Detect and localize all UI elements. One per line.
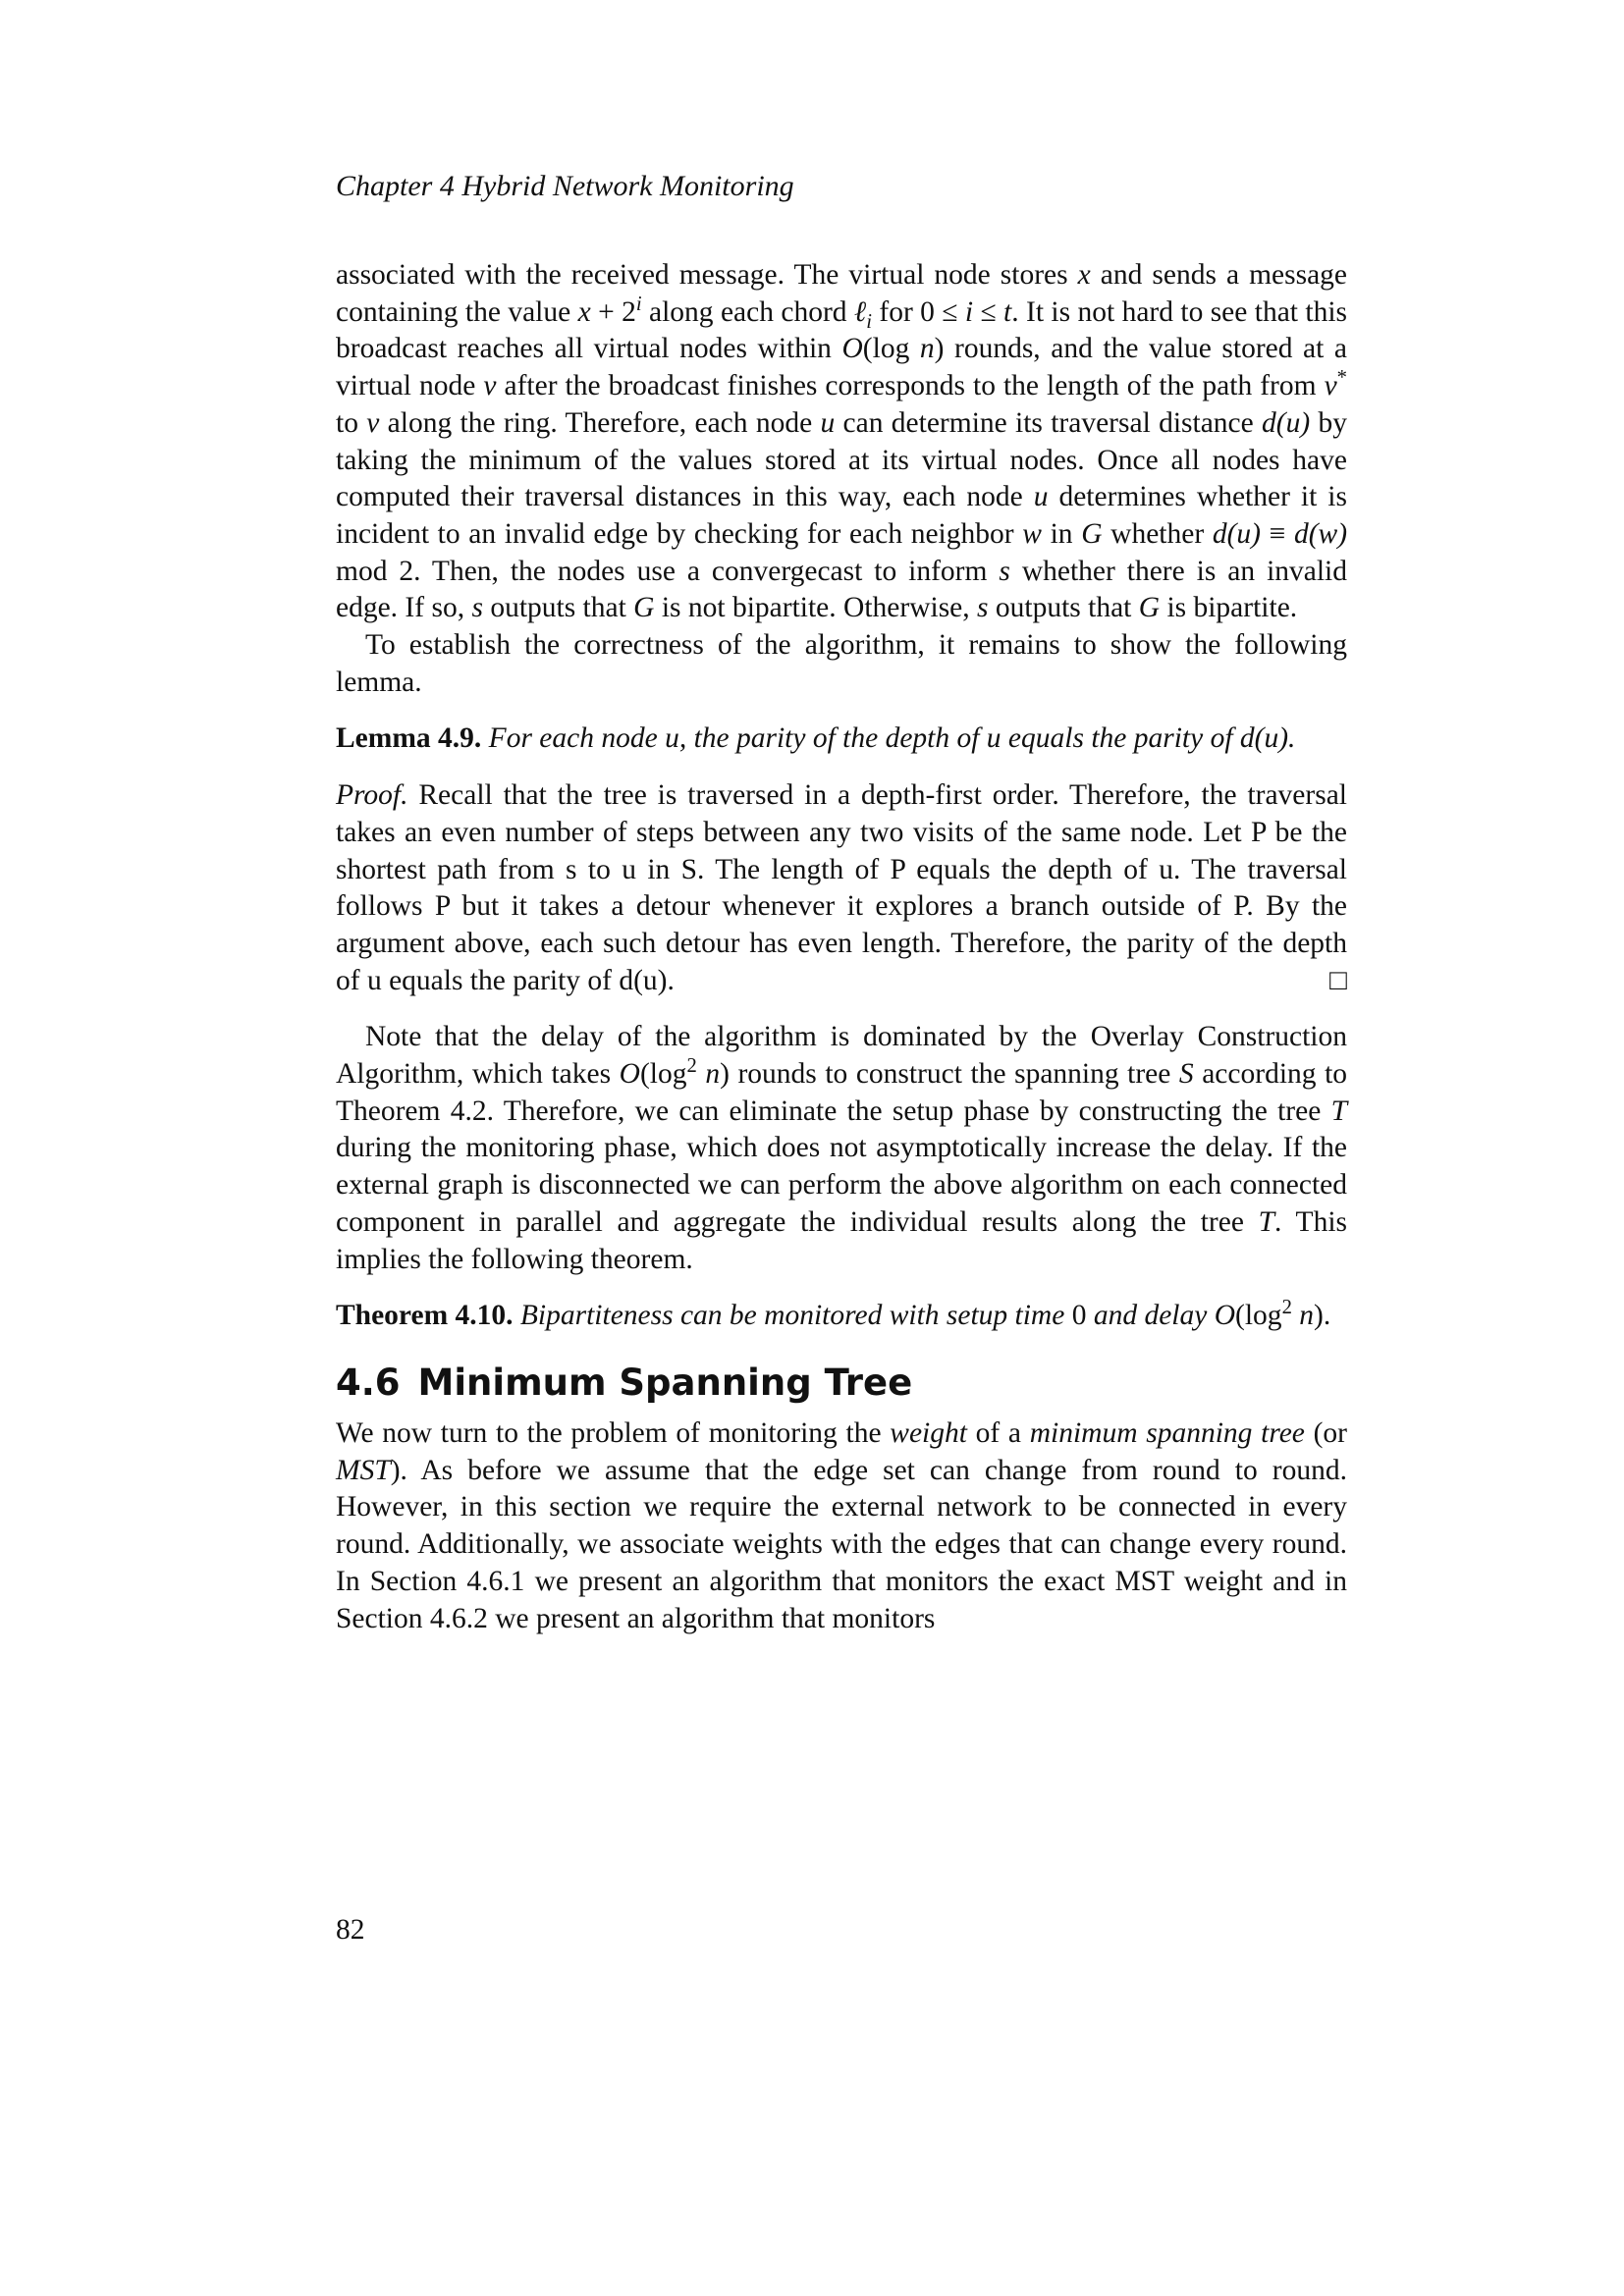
paragraph-mst-intro: We now turn to the problem of monitoring the weight of a minimum spanning tree (or MST). As before we assume that the edge set can change from round to round. However, in this section we require the external network to be connected in every round. Additionally, we associate weights with the edges that can change every round. In Section 4.6.1 we present an algorithm that monitors the exact MST weight and in Section 4.6.2 we present an algorithm that monitors (336, 1416, 1348, 1634)
proof-label: Proof. (336, 779, 408, 812)
paragraph-delay: Note that the delay of the algorithm is dominated by the Overlay Construction Algorithm, which takes $O(\log^2$ n) rounds to construct the spanning tree S according to Theorem 4.2. Therefore, we can eliminate the setup phase by constructing the tree T during the monitoring phase, which does not asymptotically increase the delay. If the external graph is disconnected we can perform the above algorithm on each connected component in parallel and aggregate the individual results along the tree T. This implies the following theorem. (336, 1021, 1348, 1275)
paragraph-correctness: To establish the correctness of the algorithm, it remains to show the following lemma. (336, 629, 1347, 698)
lemma-statement: For each node u, the parity of the depth of u equals the parity of d(u). (488, 722, 1296, 755)
section-title: Minimum Spanning Tree (417, 1361, 913, 1404)
page-body (336, 257, 1347, 1637)
proof-text: Recall that the tree is traversed in a depth-first order. Therefore, the traversal takes an even number of steps between any two visits of the same node. Let P be the shortest path from s to u in S. The length of P equals the depth of u. The traversal follows P but it takes a detour whenever it explores a branch outside of P. By the argument above, each such detour has even length. Therefore, the parity of the depth of u equals the parity of d(u). (336, 779, 1347, 996)
lemma-label: Lemma 4.9. (336, 722, 482, 755)
page-number: 82 (336, 1914, 365, 1946)
paragraph-broadcast: associated with the received message. The virtual node stores x and sends a message containing the value $x + 2^i$ along each chord ℓ$_i$ for 0 ≤ i ≤ t. It is not hard to see that this broadcast reaches all virtual nodes within O(log n) rounds, and the value stored at a virtual node v after the broadcast finishes corresponds to the length of the path from v* to v along the ring. Therefore, each node u can determine its traversal distance d(u) by taking the minimum of the values stored at its virtual nodes. Once all nodes have computed their traversal distances in this way, each node u determines whether it is incident to an invalid edge by checking for each neighbor w in G whether d(u) ≡ d(w) mod 2. Then, the nodes use a convergecast to inform s whether there is an invalid edge. If so, s outputs that G is not bipartite. Otherwise, s outputs that G is bipartite. (336, 259, 1348, 624)
theorem-4-10: Theorem 4.10. Bipartiteness can be monitored with setup time 0 and delay $O(\log^2$ n). (336, 1297, 1331, 1332)
running-head: Chapter 4 Hybrid Network Monitoring (336, 170, 794, 202)
section-number: 4.6 (336, 1361, 401, 1404)
theorem-label: Theorem 4.10. (336, 1300, 514, 1332)
proof-block (336, 777, 1347, 999)
lemma-4-9 (336, 721, 1347, 758)
section-heading (336, 1361, 1347, 1406)
qed-symbol: □ (1329, 964, 1347, 996)
